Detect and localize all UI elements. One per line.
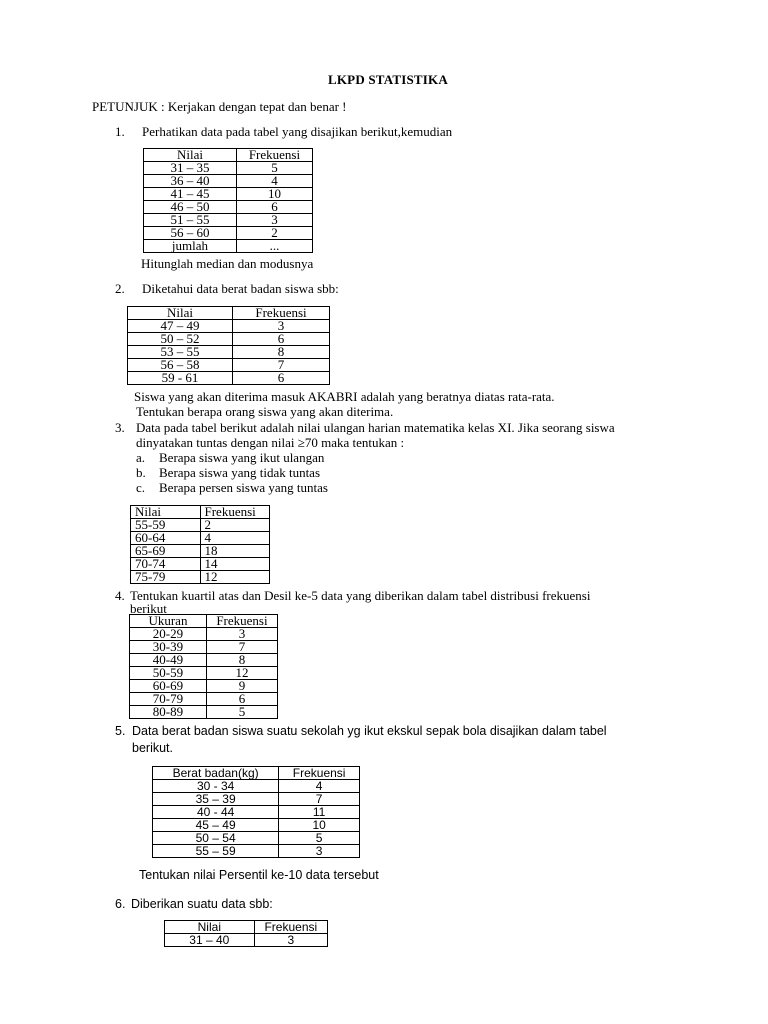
frequency-cell: 8 <box>206 654 277 667</box>
table-row <box>144 188 313 201</box>
frequency-cell: 3 <box>233 320 330 333</box>
q3-item-c-label: c. <box>136 480 146 495</box>
q1-instruction: Hitunglah median dan modusnya <box>141 256 314 271</box>
q3-item-a: Berapa siswa yang ikut ulangan <box>159 450 325 465</box>
column-header-class: Nilai <box>165 921 255 934</box>
q2-text: Diketahui data berat badan siswa sbb: <box>142 281 339 296</box>
q2-note: Siswa yang akan diterima masuk AKABRI adalah yang beratnya diatas rata-rata. <box>134 389 555 404</box>
q4-frequency-table <box>129 614 278 719</box>
frequency-cell: 7 <box>206 641 277 654</box>
frequency-cell: 4 <box>279 780 360 793</box>
frequency-cell: 11 <box>279 806 360 819</box>
frequency-cell: 4 <box>236 175 312 188</box>
instructions: PETUNJUK : Kerjakan dengan tepat dan benar ! <box>92 99 347 114</box>
frequency-cell: 12 <box>200 571 270 584</box>
table-row <box>130 680 278 693</box>
q3-line2: dinyatakan tuntas dengan nilai ≥70 maka tentukan : <box>136 435 405 450</box>
q3-item-c: Berapa persen siswa yang tuntas <box>159 480 328 495</box>
column-header-frequency: Frekuensi <box>236 149 312 162</box>
class-interval-cell: 30-39 <box>130 641 207 654</box>
frequency-cell: 7 <box>233 359 330 372</box>
table-row <box>130 706 278 719</box>
class-interval-cell: 55 – 59 <box>153 845 279 858</box>
q2-number: 2. <box>115 281 125 296</box>
frequency-cell: 7 <box>279 793 360 806</box>
q6-text: Diberikan suatu data sbb: <box>131 897 273 911</box>
table-row <box>144 162 313 175</box>
column-header-frequency: Frekuensi <box>233 307 330 320</box>
class-interval-cell: 30 - 34 <box>153 780 279 793</box>
class-interval-cell: 40-49 <box>130 654 207 667</box>
frequency-cell: 12 <box>206 667 277 680</box>
table-row <box>165 934 328 947</box>
table-row <box>130 654 278 667</box>
frequency-cell: 3 <box>236 214 312 227</box>
class-interval-cell: 20-29 <box>130 628 207 641</box>
class-interval-cell: 50 – 54 <box>153 832 279 845</box>
q4-line1: Tentukan kuartil atas dan Desil ke-5 data yang diberikan dalam tabel distribusi frekuensi <box>130 588 591 603</box>
class-interval-cell: 35 – 39 <box>153 793 279 806</box>
class-interval-cell: 60-64 <box>131 532 201 545</box>
frequency-cell: 4 <box>200 532 270 545</box>
q6-number: 6. <box>115 897 126 911</box>
class-interval-cell: 75-79 <box>131 571 201 584</box>
table-row <box>128 320 330 333</box>
class-interval-cell: 50 – 52 <box>128 333 233 346</box>
q2-question: Tentukan berapa orang siswa yang akan diterima. <box>136 404 394 419</box>
table-row <box>128 346 330 359</box>
frequency-cell: 5 <box>236 162 312 175</box>
frequency-cell: ... <box>236 240 312 253</box>
class-interval-cell: 31 – 40 <box>165 934 255 947</box>
q5-frequency-table <box>152 766 360 858</box>
frequency-cell: 5 <box>279 832 360 845</box>
class-interval-cell: 56 – 58 <box>128 359 233 372</box>
q3-frequency-table <box>130 505 270 584</box>
q6-frequency-table <box>164 920 328 947</box>
table-row <box>153 793 360 806</box>
q3-item-a-label: a. <box>136 450 146 465</box>
table-row <box>153 819 360 832</box>
table-row <box>153 806 360 819</box>
class-interval-cell: 65-69 <box>131 545 201 558</box>
frequency-cell: 3 <box>206 628 277 641</box>
column-header-class: Ukuran <box>130 615 207 628</box>
frequency-cell: 6 <box>236 201 312 214</box>
column-header-class: Berat badan(kg) <box>153 767 279 780</box>
class-interval-cell: jumlah <box>144 240 237 253</box>
column-header-class: Nilai <box>131 506 201 519</box>
class-interval-cell: 31 – 35 <box>144 162 237 175</box>
frequency-cell: 3 <box>254 934 327 947</box>
frequency-cell: 10 <box>279 819 360 832</box>
table-row <box>153 780 360 793</box>
class-interval-cell: 60-69 <box>130 680 207 693</box>
frequency-cell: 6 <box>233 372 330 385</box>
frequency-cell: 10 <box>236 188 312 201</box>
q4-number: 4. <box>115 588 125 603</box>
class-interval-cell: 70-74 <box>131 558 201 571</box>
table-row <box>128 372 330 385</box>
frequency-cell: 18 <box>200 545 270 558</box>
table-row <box>144 214 313 227</box>
table-header-row <box>130 615 278 628</box>
q2-frequency-table <box>127 306 330 385</box>
q3-number: 3. <box>115 420 125 435</box>
class-interval-cell: 70-79 <box>130 693 207 706</box>
table-header-row <box>153 767 360 780</box>
table-header-row <box>144 149 313 162</box>
table-row <box>130 667 278 680</box>
table-row <box>144 240 313 253</box>
class-interval-cell: 53 – 55 <box>128 346 233 359</box>
q4-line2: berikut <box>130 601 167 616</box>
class-interval-cell: 45 – 49 <box>153 819 279 832</box>
table-row <box>153 845 360 858</box>
class-interval-cell: 80-89 <box>130 706 207 719</box>
table-row <box>144 201 313 214</box>
class-interval-cell: 51 – 55 <box>144 214 237 227</box>
table-row <box>128 359 330 372</box>
frequency-cell: 6 <box>233 333 330 346</box>
q1-frequency-table <box>143 148 313 253</box>
q5-number: 5. <box>115 724 126 738</box>
column-header-class: Nilai <box>128 307 233 320</box>
q5-line1: Data berat badan siswa suatu sekolah yg ikut ekskul sepak bola disajikan dalam tabel <box>132 724 607 738</box>
frequency-cell: 14 <box>200 558 270 571</box>
frequency-cell: 8 <box>233 346 330 359</box>
document-title: LKPD STATISTIKA <box>328 72 448 87</box>
frequency-cell: 3 <box>279 845 360 858</box>
class-interval-cell: 50-59 <box>130 667 207 680</box>
table-row <box>130 628 278 641</box>
class-interval-cell: 56 – 60 <box>144 227 237 240</box>
q3-line1: Data pada tabel berikut adalah nilai ulangan harian matematika kelas XI. Jika seorang siswa <box>136 420 615 435</box>
q1-text: Perhatikan data pada tabel yang disajikan berikut,kemudian <box>142 124 453 139</box>
table-row <box>144 227 313 240</box>
table-row <box>128 333 330 346</box>
frequency-cell: 6 <box>206 693 277 706</box>
table-row <box>144 175 313 188</box>
q3-item-b: Berapa siswa yang tidak tuntas <box>159 465 321 480</box>
column-header-frequency: Frekuensi <box>200 506 270 519</box>
table-row <box>153 832 360 845</box>
column-header-frequency: Frekuensi <box>254 921 327 934</box>
q3-item-b-label: b. <box>136 465 146 480</box>
q5-question: Tentukan nilai Persentil ke-10 data tersebut <box>139 868 379 882</box>
class-interval-cell: 40 - 44 <box>153 806 279 819</box>
class-interval-cell: 55-59 <box>131 519 201 532</box>
frequency-cell: 5 <box>206 706 277 719</box>
table-row <box>130 693 278 706</box>
class-interval-cell: 41 – 45 <box>144 188 237 201</box>
class-interval-cell: 46 – 50 <box>144 201 237 214</box>
q1-number: 1. <box>115 124 125 139</box>
column-header-frequency: Frekuensi <box>279 767 360 780</box>
table-header-row <box>128 307 330 320</box>
table-row <box>131 571 270 584</box>
column-header-class: Nilai <box>144 149 237 162</box>
frequency-cell: 2 <box>200 519 270 532</box>
frequency-cell: 2 <box>236 227 312 240</box>
column-header-frequency: Frekuensi <box>206 615 277 628</box>
q5-line2: berikut. <box>132 741 173 755</box>
class-interval-cell: 36 – 40 <box>144 175 237 188</box>
table-row <box>130 641 278 654</box>
frequency-cell: 9 <box>206 680 277 693</box>
class-interval-cell: 47 – 49 <box>128 320 233 333</box>
table-header-row <box>165 921 328 934</box>
class-interval-cell: 59 - 61 <box>128 372 233 385</box>
